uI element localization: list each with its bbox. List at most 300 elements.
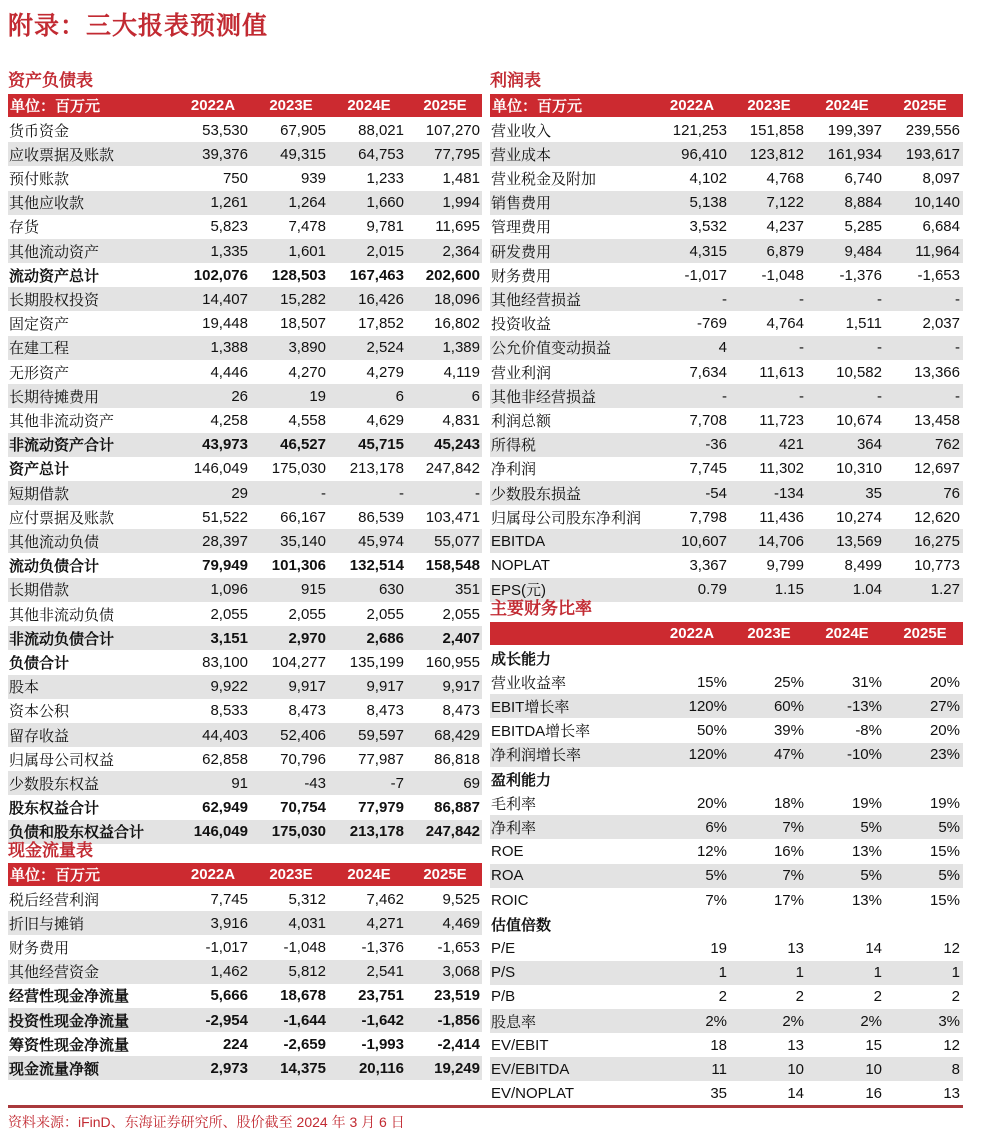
row-value: 120% (688, 697, 727, 715)
row-value: 6,879 (766, 242, 804, 260)
table-row (490, 791, 963, 815)
row-value: 16,802 (434, 315, 480, 333)
row-value: 351 (454, 581, 480, 599)
row-value: -1,653 (437, 938, 480, 956)
row-value: 4,102 (689, 169, 727, 187)
row-value: 1 (795, 964, 804, 982)
table-row (490, 433, 963, 457)
column-header: 2024E (347, 97, 391, 114)
row-value: 1,389 (442, 339, 480, 357)
table-row (8, 336, 482, 360)
row-value: 14,375 (280, 1059, 326, 1077)
row-value: 60% (773, 697, 804, 715)
row-value: 8,473 (288, 702, 326, 720)
row-value: 19% (851, 794, 882, 812)
row-value: -2,659 (283, 1035, 326, 1053)
row-value: 11,613 (759, 363, 804, 381)
row-value (806, 767, 882, 791)
table-row (490, 864, 963, 888)
bottom-rule-left (8, 1105, 490, 1108)
row-label: 应付票据及账款 (9, 509, 115, 527)
row-value: 4 (718, 339, 727, 357)
row-label: 经营性现金净流量 (9, 988, 130, 1006)
row-value: 9,781 (366, 218, 404, 236)
table-row (490, 118, 963, 142)
row-label: 毛利率 (491, 795, 537, 813)
row-label: 税后经营利润 (9, 891, 100, 909)
row-value: 4,764 (766, 315, 804, 333)
row-value: 4,270 (288, 363, 326, 381)
row-value: 2,055 (288, 605, 326, 623)
table-row (8, 529, 482, 553)
row-value: 101,306 (271, 557, 326, 575)
row-value: 19 (309, 387, 326, 405)
row-label: 利润总额 (491, 412, 552, 430)
table-row (490, 670, 963, 694)
row-value: 88,021 (358, 121, 404, 139)
row-value: 23% (929, 746, 960, 764)
table-row (490, 384, 963, 408)
table-row (8, 408, 482, 432)
source-note: 资料来源：iFinD、东海证券研究所、股价截至 2024 年 3 月 6 日 (8, 1114, 405, 1130)
row-value: 132,514 (349, 557, 404, 575)
row-label: 其他非经营损益 (491, 388, 597, 406)
row-value (806, 646, 882, 670)
table-row (490, 191, 963, 215)
table-header (8, 94, 482, 117)
row-label: 股息率 (491, 1013, 537, 1031)
row-value: - (799, 339, 804, 357)
row-value: 750 (222, 169, 248, 187)
row-label: 非流动负债合计 (9, 630, 115, 648)
row-label: 非流动资产合计 (9, 437, 115, 455)
row-value: 2% (782, 1012, 804, 1030)
row-value: -2,954 (205, 1011, 248, 1029)
row-value: 35,140 (280, 532, 326, 550)
row-value: 10,607 (681, 532, 727, 550)
row-label: 营业税金及附加 (491, 170, 597, 188)
column-header: 2025E (903, 625, 947, 642)
row-value: 35 (710, 1085, 727, 1103)
table-row (490, 360, 963, 384)
row-value: 167,463 (349, 266, 404, 284)
row-value: 18% (773, 794, 804, 812)
row-value: 5,812 (288, 963, 326, 981)
row-value: 10,140 (914, 194, 960, 212)
row-value: 5,823 (210, 218, 248, 236)
table-row (8, 191, 482, 215)
row-value: 364 (856, 436, 882, 454)
row-value: -1,644 (283, 1011, 326, 1029)
row-label: EV/EBITDA (491, 1060, 570, 1078)
table-row (8, 1032, 482, 1056)
row-value: 12 (943, 1036, 960, 1054)
row-value: 9,799 (766, 557, 804, 575)
row-label: 归属母公司股东净利润 (491, 509, 642, 527)
row-value (651, 646, 727, 670)
row-value: 1,335 (210, 242, 248, 260)
row-value: 11,723 (759, 411, 804, 429)
row-value: -1,653 (917, 266, 960, 284)
row-value: 5% (938, 867, 960, 885)
row-value: 70,796 (280, 750, 326, 768)
row-value: 20% (696, 794, 727, 812)
unit-label: 单位：百万元 (10, 98, 101, 115)
row-value: 6 (395, 387, 404, 405)
table-row (490, 1033, 963, 1057)
row-value: 67,905 (280, 121, 326, 139)
row-value: 247,842 (425, 460, 480, 478)
row-value: 421 (778, 436, 804, 454)
row-value: 7,708 (689, 411, 727, 429)
row-label: 留存收益 (9, 727, 70, 745)
row-value (728, 646, 804, 670)
row-value: 16,275 (914, 532, 960, 550)
row-value: 19 (710, 939, 727, 957)
row-value: 5,666 (210, 987, 248, 1005)
table-row (8, 1056, 482, 1080)
row-value: 4,629 (366, 411, 404, 429)
row-value: 9,525 (442, 890, 480, 908)
row-value: - (955, 339, 960, 357)
row-value: -1,048 (283, 938, 326, 956)
row-label: 筹资性现金净流量 (9, 1036, 130, 1054)
row-value: 121,253 (672, 121, 727, 139)
row-label: 营业成本 (491, 146, 552, 164)
row-value: 5% (860, 818, 882, 836)
row-value: 4,119 (443, 363, 480, 381)
row-value: 2,524 (366, 339, 404, 357)
row-label: EV/NOPLAT (491, 1085, 575, 1103)
row-value: 10,274 (836, 508, 882, 526)
row-value: 2,541 (366, 963, 404, 981)
table-row (8, 118, 482, 142)
row-value: 7% (782, 818, 804, 836)
row-value: 53,530 (202, 121, 248, 139)
row-value: 3,151 (210, 629, 248, 647)
row-value: 1 (951, 964, 960, 982)
table-row (8, 312, 482, 336)
row-label: 其他非流动资产 (9, 412, 115, 430)
table-row (490, 505, 963, 529)
table-row (490, 840, 963, 864)
row-value: -769 (696, 315, 727, 333)
row-value: 6,684 (922, 218, 960, 236)
row-value: 213,178 (349, 823, 404, 841)
row-value: 70,754 (280, 799, 326, 817)
row-value: 29 (231, 484, 248, 502)
row-value: 45,243 (434, 436, 480, 454)
row-value: 2,055 (366, 605, 404, 623)
row-value: 9,917 (366, 678, 404, 696)
row-value: -54 (705, 484, 727, 502)
row-value: 5,285 (844, 218, 882, 236)
row-value: 213,178 (349, 460, 404, 478)
row-label: 流动资产总计 (9, 267, 100, 285)
row-value: 83,100 (202, 653, 248, 671)
row-value: 1 (873, 964, 882, 982)
table-row (490, 263, 963, 287)
row-value: 128,503 (271, 266, 326, 284)
row-value: - (799, 290, 804, 308)
table-row (490, 888, 963, 912)
row-value (651, 912, 727, 936)
row-value: 146,049 (193, 460, 248, 478)
table-row (490, 936, 963, 960)
row-value (728, 912, 804, 936)
row-value: 50% (696, 722, 727, 740)
row-value: 239,556 (905, 121, 960, 139)
row-value: 2% (860, 1012, 882, 1030)
row-value: 1,233 (366, 169, 404, 187)
table-row (490, 215, 963, 239)
row-value: 2,015 (366, 242, 404, 260)
row-label: 预付账款 (9, 170, 70, 188)
row-label: 盈利能力 (491, 771, 552, 789)
page-title: 附录：三大报表预测值 (8, 12, 269, 40)
row-value: 175,030 (271, 823, 326, 841)
row-value: 19,448 (202, 315, 248, 333)
row-value: - (722, 387, 727, 405)
row-value: 27% (929, 697, 960, 715)
row-value: 68,429 (434, 726, 480, 744)
row-value: 14 (787, 1085, 804, 1103)
row-value: 86,887 (434, 799, 480, 817)
row-value: 43,973 (202, 436, 248, 454)
row-value: 39% (773, 722, 804, 740)
row-label: 财务费用 (9, 939, 70, 957)
row-value: 0.79 (697, 581, 727, 599)
row-value: 104,277 (271, 653, 326, 671)
table-row (8, 675, 482, 699)
row-label: 在建工程 (9, 340, 70, 358)
row-value: 13,366 (914, 363, 960, 381)
row-value: 18 (710, 1036, 727, 1054)
row-value: 12,620 (914, 508, 960, 526)
row-label: 短期借款 (9, 485, 70, 503)
row-value: 49,315 (280, 145, 326, 163)
row-label: 折旧与摊销 (9, 915, 85, 933)
row-value: 2,037 (922, 315, 960, 333)
row-value: 9,917 (288, 678, 326, 696)
row-label: 营业利润 (491, 364, 552, 382)
table-row (490, 961, 963, 985)
row-value: -10% (846, 746, 882, 764)
table-row (8, 887, 482, 911)
row-value: -1,017 (684, 266, 727, 284)
row-value: 135,199 (349, 653, 404, 671)
row-value: 2,973 (210, 1059, 248, 1077)
table-row (8, 960, 482, 984)
row-value: 4,469 (442, 914, 480, 932)
row-value: 8,097 (922, 169, 960, 187)
row-value: 11,436 (759, 508, 804, 526)
row-value: 45,974 (358, 532, 404, 550)
row-value: 151,858 (749, 121, 804, 139)
row-value: 11,695 (435, 218, 480, 236)
row-value: 19,249 (434, 1059, 480, 1077)
row-label: 应收票据及账款 (9, 146, 115, 164)
row-value: 202,600 (425, 266, 480, 284)
table-row (490, 694, 963, 718)
table-row (490, 1057, 963, 1081)
row-value: 7,478 (288, 218, 326, 236)
row-value: 2,970 (288, 629, 326, 647)
row-value (884, 912, 960, 936)
row-label: 无形资产 (9, 364, 70, 382)
row-value: 13,458 (914, 411, 960, 429)
row-value: -7 (390, 774, 404, 792)
table-row (490, 1009, 963, 1033)
row-value: 1,994 (442, 194, 480, 212)
table-row (490, 408, 963, 432)
row-label: 负债合计 (9, 654, 70, 672)
row-label: 营业收入 (491, 122, 552, 140)
row-value: 15% (929, 891, 960, 909)
row-value: - (955, 387, 960, 405)
table-row (8, 457, 482, 481)
row-value: 915 (300, 581, 326, 599)
row-value: - (955, 290, 960, 308)
column-header: 2024E (347, 866, 391, 883)
row-label: 净利率 (491, 819, 537, 837)
row-label: 财务费用 (491, 267, 552, 285)
row-label: EBITDA (491, 532, 546, 550)
row-label: 营业收益率 (491, 674, 567, 692)
row-value: 16% (773, 843, 804, 861)
row-value: 1,511 (845, 315, 882, 333)
row-value: 20,116 (358, 1059, 404, 1077)
row-value: 630 (378, 581, 404, 599)
row-value: 175,030 (271, 460, 326, 478)
row-value: 199,397 (827, 121, 882, 139)
row-value: 1.15 (774, 581, 804, 599)
row-value: 4,768 (766, 169, 804, 187)
table-row (490, 743, 963, 767)
table-row (8, 650, 482, 674)
row-label: 货币资金 (9, 122, 70, 140)
balance-sheet-title: 资产负债表 (8, 71, 93, 90)
row-label: 估值倍数 (491, 916, 552, 934)
table-row (8, 239, 482, 263)
column-header: 2022A (190, 866, 236, 883)
row-label: ROE (491, 843, 524, 861)
row-value: 9,917 (442, 678, 480, 696)
row-value: 8,884 (844, 194, 882, 212)
table-row (8, 384, 482, 408)
row-value: -36 (705, 436, 727, 454)
table-row (490, 985, 963, 1009)
row-value: 77,987 (358, 750, 404, 768)
table-row (8, 215, 482, 239)
table-row (490, 142, 963, 166)
row-value: 86,818 (434, 750, 480, 768)
row-value: 31% (851, 673, 882, 691)
row-value: 161,934 (827, 145, 882, 163)
row-value: -1,642 (361, 1011, 404, 1029)
row-value: 4,831 (442, 411, 480, 429)
row-value: - (877, 290, 882, 308)
row-value: 12% (696, 843, 727, 861)
row-label: EV/EBIT (491, 1036, 549, 1054)
row-value: 7,122 (766, 194, 804, 212)
row-value: 11,964 (915, 242, 960, 260)
row-value: 35 (865, 484, 882, 502)
table-row (8, 578, 482, 602)
row-value: -2,414 (437, 1035, 480, 1053)
row-value: 8 (951, 1060, 960, 1078)
row-value: 2,055 (442, 605, 480, 623)
row-value: 5% (705, 867, 727, 885)
row-label: 所得税 (491, 437, 537, 455)
table-row (490, 287, 963, 311)
row-value: 1,481 (442, 169, 480, 187)
row-value: 62,949 (202, 799, 248, 817)
row-value: 18,678 (280, 987, 326, 1005)
row-value: 1,462 (210, 963, 248, 981)
row-value: 15% (929, 843, 960, 861)
row-value: 1,096 (210, 581, 248, 599)
row-value: 10,310 (836, 460, 882, 478)
column-header: 2022A (669, 625, 715, 642)
row-value: 224 (222, 1035, 248, 1053)
row-value: 10 (787, 1060, 804, 1078)
table-row (8, 142, 482, 166)
row-value: 16 (865, 1085, 882, 1103)
table-header (490, 622, 963, 645)
row-label: P/E (491, 939, 516, 957)
row-label: 公允价值变动损益 (491, 340, 612, 358)
column-header: 2023E (747, 97, 791, 114)
row-value: 7,745 (210, 890, 248, 908)
table-row (8, 796, 482, 820)
table-row (8, 747, 482, 771)
row-value: 2 (873, 988, 882, 1006)
row-value: 1,264 (288, 194, 326, 212)
row-value: -1,856 (437, 1011, 480, 1029)
row-value: 45,715 (358, 436, 404, 454)
row-value: 8,533 (210, 702, 248, 720)
row-value: - (475, 484, 480, 502)
row-label: 流动负债合计 (9, 558, 100, 576)
row-label: 股本 (9, 679, 40, 697)
row-value: -13% (846, 697, 882, 715)
row-value: 7,745 (689, 460, 727, 478)
row-value: 6% (705, 818, 727, 836)
row-label: 现金流量净额 (9, 1060, 100, 1078)
ratios-title: 主要财务比率 (490, 599, 592, 618)
row-value: 28,397 (202, 532, 248, 550)
row-label: 股东权益合计 (9, 800, 100, 818)
row-label: 净利润 (491, 461, 537, 479)
table-row (490, 457, 963, 481)
row-value: 76 (943, 484, 960, 502)
column-header: 2023E (269, 97, 313, 114)
row-value: 12,697 (914, 460, 960, 478)
row-value: 7,634 (689, 363, 727, 381)
row-value: 8,473 (366, 702, 404, 720)
row-value: -1,376 (839, 266, 882, 284)
table-row (8, 505, 482, 529)
row-label: 投资收益 (491, 316, 552, 334)
row-value: 3,367 (689, 557, 727, 575)
row-label: ROIC (491, 891, 529, 909)
table-row (490, 554, 963, 578)
row-value: - (399, 484, 404, 502)
column-header: 2023E (269, 866, 313, 883)
row-value: 10 (865, 1060, 882, 1078)
row-value: 10,773 (914, 557, 960, 575)
